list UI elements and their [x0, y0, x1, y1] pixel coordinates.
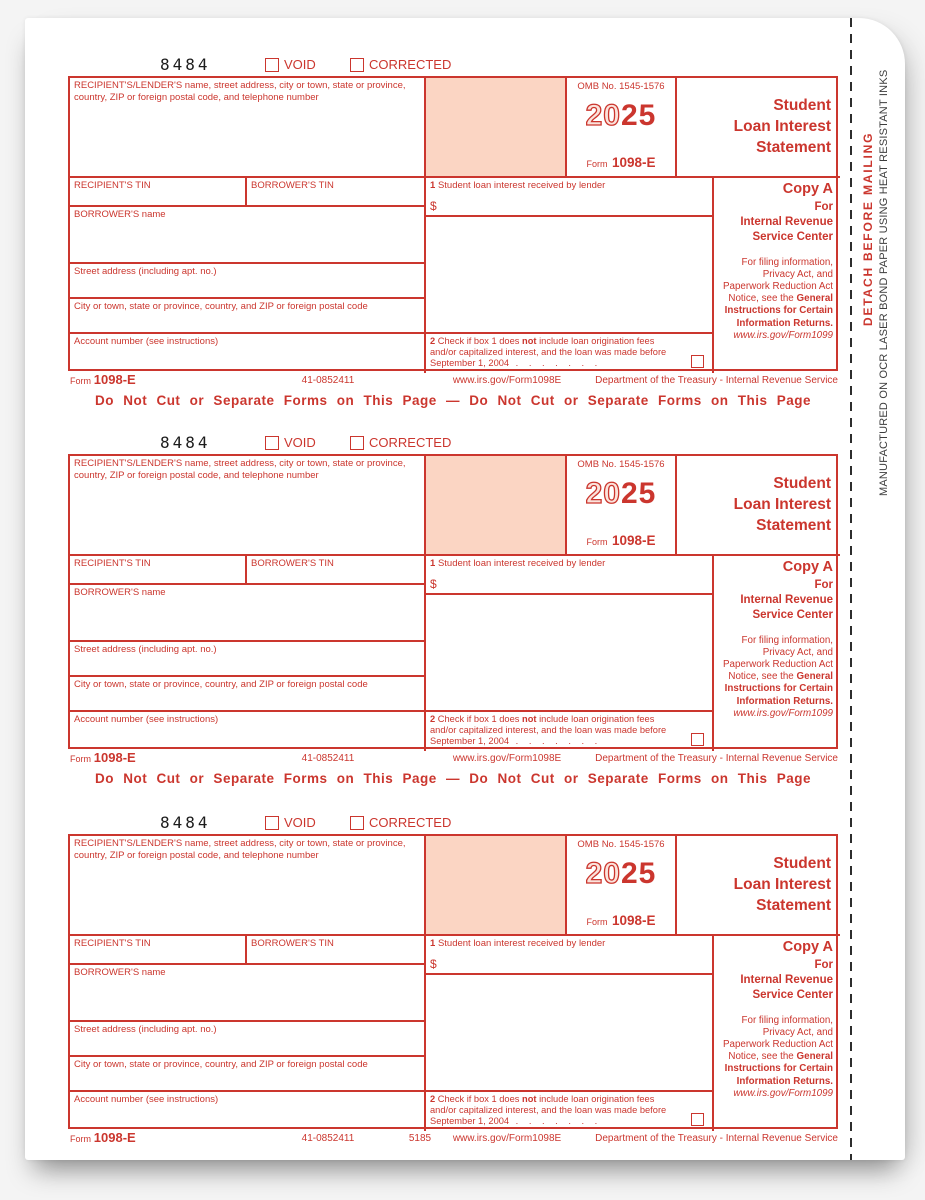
form-title [677, 456, 840, 556]
filing-notice [717, 1015, 833, 1100]
city-state-zip-label: City or town, state or province, country, and ZIP or foreign postal code [74, 1059, 368, 1070]
filing-notice-regular: For filing information, Privacy Act, and Paperwork Reduction Act Notice, see the [723, 1014, 833, 1063]
account-number-cell [70, 1092, 426, 1131]
footer-form-id [70, 372, 136, 387]
form-header-row [68, 55, 838, 76]
street-address-label: Street address (including apt. no.) [74, 644, 217, 655]
street-address-label: Street address (including apt. no.) [74, 1024, 217, 1035]
box2-label [426, 1092, 712, 1127]
city-state-zip-label: City or town, state or province, country, and ZIP or foreign postal code [74, 301, 368, 312]
tax-year-outline: 20 [585, 857, 621, 890]
box2-cell [426, 334, 714, 373]
footer-irs-url: www.irs.gov/Form1098E [452, 753, 562, 764]
copy-a-for-block [717, 200, 833, 245]
box1-amount-area [426, 975, 714, 1092]
perforation-dashed-line [850, 18, 852, 1160]
form-title-line2: Loan Interest [733, 876, 831, 894]
void-checkbox-group [265, 815, 316, 830]
void-label: VOID [284, 57, 316, 72]
box2-text-post: include loan origination fees and/or capitalized interest, and the loan was made [430, 714, 655, 736]
borrower-name-label: BORROWER'S name [74, 967, 166, 978]
box2-text-post: include loan origination fees and/or capitalized interest, and the loan was made [430, 336, 655, 358]
footer-plate-number: 41-0852411 [301, 753, 355, 764]
form-footer [68, 1130, 838, 1147]
shaded-area [426, 836, 567, 936]
corrected-checkbox [350, 436, 364, 450]
box1-label-text: Student loan interest received by lender [437, 180, 606, 191]
recipient-lender-label: RECIPIENT'S/LENDER'S name, street address, city or town, state or province, country, ZIP or foreign postal code, and telephone number [74, 80, 406, 103]
copy-a-for-line1: For [814, 201, 833, 213]
form-header-row [68, 433, 838, 454]
box1-interest-cell [426, 556, 714, 595]
box1-interest-cell [426, 178, 714, 217]
form-title-line3: Statement [756, 897, 831, 915]
dollar-sign: $ [430, 957, 437, 971]
copy-a-heading: Copy A [782, 559, 833, 575]
filing-notice-bold: General Instructions for Certain Information Returns. [724, 1051, 833, 1087]
form-footer [68, 750, 838, 767]
form-footer [68, 372, 838, 389]
form-title-line1: Student [773, 97, 831, 114]
copy-a-for-line1: For [814, 579, 833, 591]
filing-notice-bold: General Instructions for Certain Information Returns. [724, 671, 833, 707]
box2-number: 2 [430, 336, 436, 346]
copy-a-for-line2: Internal Revenue [740, 593, 833, 606]
print-plate-number: 8484 [160, 55, 211, 74]
form-title [677, 78, 840, 178]
borrower-tin-label: BORROWER'S TIN [251, 558, 334, 569]
filing-notice-regular: For filing information, Privacy Act, and Paperwork Reduction Act Notice, see the [723, 634, 833, 683]
form-number: 1098-E [611, 155, 656, 170]
tax-year-bold: 25 [621, 99, 657, 132]
corrected-checkbox [350, 816, 364, 830]
omb-number: OMB No. 1545-1576 [577, 459, 665, 470]
form-title-line1: Student [773, 855, 831, 872]
print-plate-number: 8484 [160, 813, 211, 832]
copy-a-for-line3: Service Center [752, 230, 833, 243]
copy-a-for-line3: Service Center [752, 988, 833, 1001]
city-state-zip-label: City or town, state or province, country, and ZIP or foreign postal code [74, 679, 368, 690]
corrected-checkbox-group [350, 815, 451, 830]
corrected-checkbox-group [350, 435, 451, 450]
box2-text-post: include loan origination fees and/or capitalized interest, and the loan was made [430, 1094, 655, 1116]
footer-plate-number: 41-0852411 [301, 1133, 355, 1144]
tax-year-outline: 20 [585, 99, 621, 132]
box1-number: 1 [430, 938, 436, 949]
box2-label [426, 712, 712, 747]
box2-text-bold: not [522, 714, 537, 724]
box1-amount-area [426, 595, 714, 712]
box2-label [426, 334, 712, 369]
borrower-tin-label: BORROWER'S TIN [251, 180, 334, 191]
corrected-label: CORRECTED [369, 815, 452, 830]
copy-a-heading: Copy A [782, 181, 833, 197]
recipient-tin-label: RECIPIENT'S TIN [74, 938, 151, 949]
void-checkbox [265, 58, 279, 72]
void-checkbox [265, 436, 279, 450]
recipient-lender-cell [70, 836, 426, 936]
detach-before-mailing-text: DETACH BEFORE MAILING [861, 131, 875, 326]
print-plate-number: 8484 [160, 433, 211, 452]
footer-form-id [70, 1130, 136, 1145]
recipient-lender-label: RECIPIENT'S/LENDER'S name, street address, city or town, state or province, country, ZIP or foreign postal code, and telephone number [74, 838, 406, 861]
form-copy [68, 433, 838, 786]
account-number-label: Account number (see instructions) [74, 1094, 219, 1105]
recipient-tin-label: RECIPIENT'S TIN [74, 558, 151, 569]
tax-year-bold: 25 [621, 477, 657, 510]
box1-number: 1 [430, 180, 436, 191]
box2-text-pre: Check if box 1 does [437, 714, 520, 724]
footer-form-number: 1098-E [93, 1130, 136, 1145]
box1-interest-cell [426, 936, 714, 975]
box2-checkbox [691, 1113, 704, 1126]
box1-amount-area [426, 217, 714, 334]
filing-notice [717, 635, 833, 720]
copy-a-cell [714, 936, 840, 1131]
void-checkbox-group [265, 57, 316, 72]
form-word: Form [586, 537, 608, 547]
copy-a-for-block [717, 578, 833, 623]
tax-year [567, 479, 675, 509]
copy-a-for-block [717, 958, 833, 1003]
box2-cell [426, 712, 714, 751]
dollar-sign: $ [430, 577, 437, 591]
omb-year-cell [567, 78, 677, 178]
void-checkbox-group [265, 435, 316, 450]
copy-a-for-line3: Service Center [752, 608, 833, 621]
corrected-label: CORRECTED [369, 435, 452, 450]
filing-notice-url: www.irs.gov/Form1099 [733, 329, 833, 341]
footer-form-word: Form [70, 376, 91, 386]
copy-a-cell [714, 178, 840, 373]
box2-text-last: before September 1, 2004 [430, 347, 667, 369]
borrower-tin-cell [247, 556, 426, 585]
corrected-checkbox [350, 58, 364, 72]
filing-notice-bold: General Instructions for Certain Information Returns. [724, 293, 833, 329]
recipient-tin-cell [70, 936, 247, 965]
copy-a-for-line2: Internal Revenue [740, 973, 833, 986]
form-title-line1: Student [773, 475, 831, 492]
footer-form-number: 1098-E [93, 750, 136, 765]
form-number-label [567, 154, 675, 172]
borrower-tin-label: BORROWER'S TIN [251, 938, 334, 949]
form-body [68, 834, 838, 1129]
filing-notice-url: www.irs.gov/Form1099 [733, 1087, 833, 1099]
copy-a-heading: Copy A [782, 939, 833, 955]
tax-year-outline: 20 [585, 477, 621, 510]
recipient-tin-label: RECIPIENT'S TIN [74, 180, 151, 191]
recipient-lender-label: RECIPIENT'S/LENDER'S name, street address, city or town, state or province, country, ZIP or foreign postal code, and telephone number [74, 458, 406, 481]
account-number-label: Account number (see instructions) [74, 714, 219, 725]
street-address-label: Street address (including apt. no.) [74, 266, 217, 277]
box2-checkbox [691, 355, 704, 368]
borrower-tin-cell [247, 936, 426, 965]
form-copy [68, 55, 838, 408]
footer-form-number: 1098-E [93, 372, 136, 387]
form-header-row [68, 813, 838, 834]
manufactured-on-ocr-paper-text: MANUFACTURED ON OCR LASER BOND PAPER USING HEAT RESISTANT INKS [878, 69, 890, 496]
shaded-area [426, 78, 567, 178]
account-number-cell [70, 334, 426, 373]
corrected-label: CORRECTED [369, 57, 452, 72]
dollar-sign: $ [430, 199, 437, 213]
form-title [677, 836, 840, 936]
form-word: Form [586, 159, 608, 169]
street-address-cell [70, 1022, 426, 1057]
box1-label [426, 556, 712, 570]
copy-a-cell [714, 556, 840, 751]
form-title-line2: Loan Interest [733, 496, 831, 514]
street-address-cell [70, 642, 426, 677]
form-title-line2: Loan Interest [733, 118, 831, 136]
form-copy [68, 813, 838, 1147]
form-number: 1098-E [611, 913, 656, 928]
footer-form-id [70, 750, 136, 765]
footer-irs-url: www.irs.gov/Form1098E [452, 375, 562, 386]
box1-label [426, 936, 712, 950]
corrected-checkbox-group [350, 57, 451, 72]
void-label: VOID [284, 815, 316, 830]
footer-plate-number: 41-0852411 [301, 375, 355, 386]
omb-year-cell [567, 456, 677, 556]
tax-year [567, 101, 675, 131]
recipient-lender-cell [70, 456, 426, 556]
box2-text-pre: Check if box 1 does [437, 336, 520, 346]
form-title-line3: Statement [756, 139, 831, 157]
footer-form-word: Form [70, 754, 91, 764]
box2-text-last: before September 1, 2004 [430, 1105, 667, 1127]
borrower-name-label: BORROWER'S name [74, 209, 166, 220]
footer-department-text: Department of the Treasury - Internal Revenue Service [595, 1133, 838, 1144]
box1-label [426, 178, 712, 192]
form-body [68, 454, 838, 749]
borrower-name-label: BORROWER'S name [74, 587, 166, 598]
footer-irs-url: www.irs.gov/Form1098E [452, 1133, 562, 1144]
recipient-lender-cell [70, 78, 426, 178]
account-number-cell [70, 712, 426, 751]
form-title-line3: Statement [756, 517, 831, 535]
footer-form-word: Form [70, 1134, 91, 1144]
form-sheet-page [25, 18, 905, 1160]
omb-number: OMB No. 1545-1576 [577, 81, 665, 92]
separator-text: Do Not Cut or Separate Forms on This Page — Do Not Cut or Separate Forms on This Page [94, 393, 812, 408]
box2-checkbox [691, 733, 704, 746]
footer-extra-number: 5185 [408, 1133, 432, 1144]
borrower-name-cell [70, 207, 426, 264]
box1-label-text: Student loan interest received by lender [437, 558, 606, 569]
recipient-tin-cell [70, 178, 247, 207]
void-label: VOID [284, 435, 316, 450]
filing-notice-url: www.irs.gov/Form1099 [733, 707, 833, 719]
city-state-zip-cell [70, 1057, 426, 1092]
form-word: Form [586, 917, 608, 927]
footer-department-text: Department of the Treasury - Internal Revenue Service [595, 375, 838, 386]
form-body [68, 76, 838, 371]
box2-number: 2 [430, 714, 436, 724]
borrower-name-cell [70, 585, 426, 642]
form-number: 1098-E [611, 533, 656, 548]
city-state-zip-cell [70, 299, 426, 334]
form-number-label [567, 912, 675, 930]
box2-text-bold: not [522, 1094, 537, 1104]
box1-number: 1 [430, 558, 436, 569]
box1-label-text: Student loan interest received by lender [437, 938, 606, 949]
tax-year-bold: 25 [621, 857, 657, 890]
shaded-area [426, 456, 567, 556]
footer-department-text: Department of the Treasury - Internal Revenue Service [595, 753, 838, 764]
box2-text-bold: not [522, 336, 537, 346]
borrower-tin-cell [247, 178, 426, 207]
omb-number: OMB No. 1545-1576 [577, 839, 665, 850]
city-state-zip-cell [70, 677, 426, 712]
dot-leader: . . . . . . . [509, 736, 602, 747]
filing-notice [717, 257, 833, 342]
separator-text: Do Not Cut or Separate Forms on This Page — Do Not Cut or Separate Forms on This Page [94, 771, 812, 786]
tax-year [567, 859, 675, 889]
account-number-label: Account number (see instructions) [74, 336, 219, 347]
box2-text-pre: Check if box 1 does [437, 1094, 520, 1104]
void-checkbox [265, 816, 279, 830]
omb-year-cell [567, 836, 677, 936]
box2-cell [426, 1092, 714, 1131]
borrower-name-cell [70, 965, 426, 1022]
copy-a-for-line1: For [814, 959, 833, 971]
dot-leader: . . . . . . . [509, 358, 602, 369]
dot-leader: . . . . . . . [509, 1116, 602, 1127]
filing-notice-regular: For filing information, Privacy Act, and Paperwork Reduction Act Notice, see the [723, 256, 833, 305]
form-number-label [567, 532, 675, 550]
recipient-tin-cell [70, 556, 247, 585]
box2-text-last: before September 1, 2004 [430, 725, 667, 747]
box2-number: 2 [430, 1094, 436, 1104]
copy-a-for-line2: Internal Revenue [740, 215, 833, 228]
street-address-cell [70, 264, 426, 299]
